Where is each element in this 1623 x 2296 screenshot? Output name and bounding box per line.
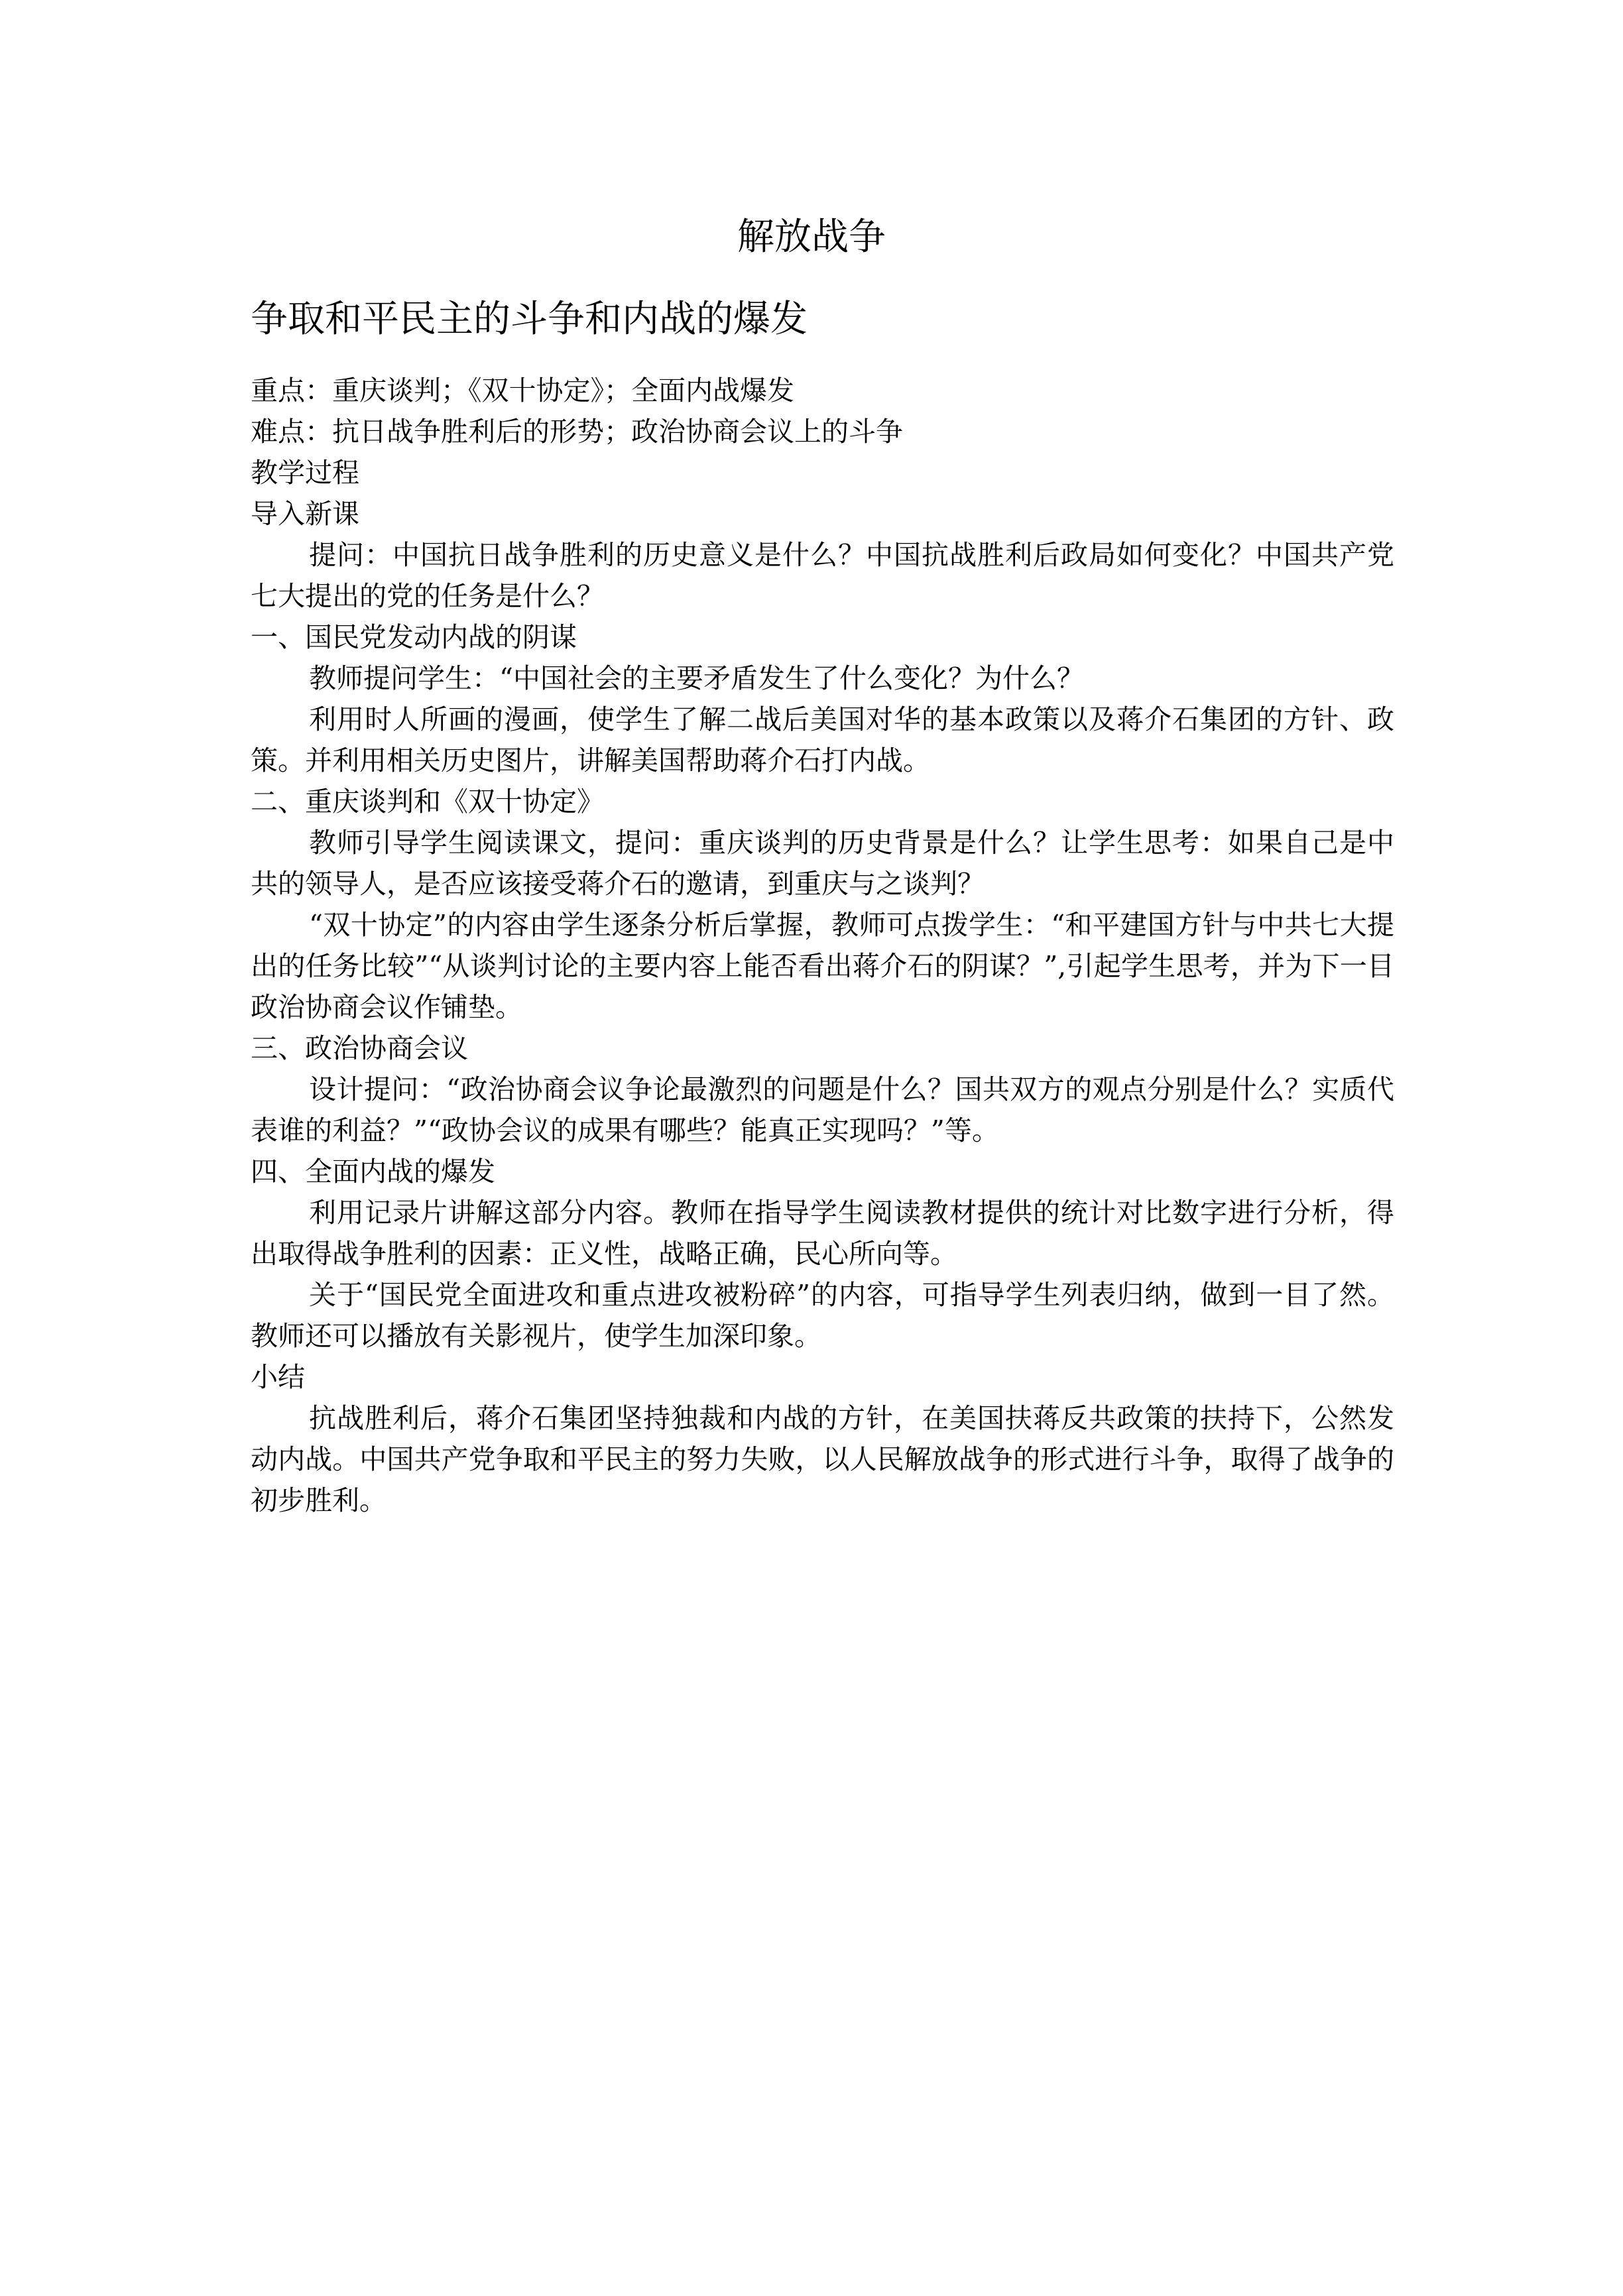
process-heading: 教学过程: [251, 457, 359, 489]
section-1-paragraph-2: 利用时人所画的漫画，使学生了解二战后美国对华的基本政策以及蒋介石集团的方针、政策。并利用相关历史图片，讲解美国帮助蒋介石打内战。: [251, 703, 1394, 776]
section-4-paragraph-2: 关于“国民党全面进攻和重点进攻被粉碎”的内容，可指导学生列表归纳，做到一目了然。教师还可以播放有关影视片，使学生加深印象。: [251, 1279, 1394, 1352]
section-1-paragraph-1: 教师提问学生：“中国社会的主要矛盾发生了什么变化？为什么？: [309, 662, 1084, 694]
section-4-paragraph-1: 利用记录片讲解这部分内容。教师在指导学生阅读教材提供的统计对比数字进行分析，得出取得战争胜利的因素：正义性，战略正确，民心所向等。: [251, 1197, 1394, 1270]
section-2-heading: 二、重庆谈判和《双十协定》: [251, 786, 604, 817]
document-body: [251, 370, 1394, 1521]
page-title: 解放战争: [737, 215, 886, 259]
section-3-heading: 三、政治协商会议: [251, 1032, 468, 1064]
section-3-paragraph-1: 设计提问：“政治协商会议争论最激烈的问题是什么？国共双方的观点分别是什么？实质代表谁的利益？”“政协会议的成果有哪些？能真正实现吗？”等。: [251, 1073, 1394, 1146]
summary-heading: 小结: [251, 1361, 305, 1393]
section-2-paragraph-2: “双十协定”的内容由学生逐条分析后掌握，教师可点拨学生：“和平建国方针与中共七大提出的任务比较”“从谈判讨论的主要内容上能否看出蒋介石的阴谋？”,引起学生思考，并为下一目政治协商会议作铺垫。: [251, 909, 1394, 1023]
summary-paragraph: 抗战胜利后，蒋介石集团坚持独裁和内战的方针，在美国扶蒋反共政策的扶持下，公然发动内战。中国共产党争取和平民主的努力失败，以人民解放战争的形式进行斗争，取得了战争的初步胜利。: [251, 1402, 1394, 1516]
section-1-heading: 一、国民党发动内战的阴谋: [251, 621, 577, 653]
focus-line: 重点：重庆谈判；《双十协定》；全面内战爆发: [251, 375, 794, 406]
difficulty-line: 难点：抗日战争胜利后的形势；政治协商会议上的斗争: [251, 416, 903, 448]
section-4-heading: 四、全面内战的爆发: [251, 1156, 495, 1187]
intro-paragraph: 提问：中国抗日战争胜利的历史意义是什么？中国抗战胜利后政局如何变化？中国共产党七大提出的党的任务是什么？: [251, 539, 1394, 612]
intro-heading: 导入新课: [251, 498, 359, 530]
section-2-paragraph-1: 教师引导学生阅读课文，提问：重庆谈判的历史背景是什么？让学生思考：如果自己是中共的领导人，是否应该接受蒋介石的邀请，到重庆与之谈判？: [251, 827, 1394, 900]
lesson-title: 争取和平民主的斗争和内战的爆发: [251, 298, 808, 341]
